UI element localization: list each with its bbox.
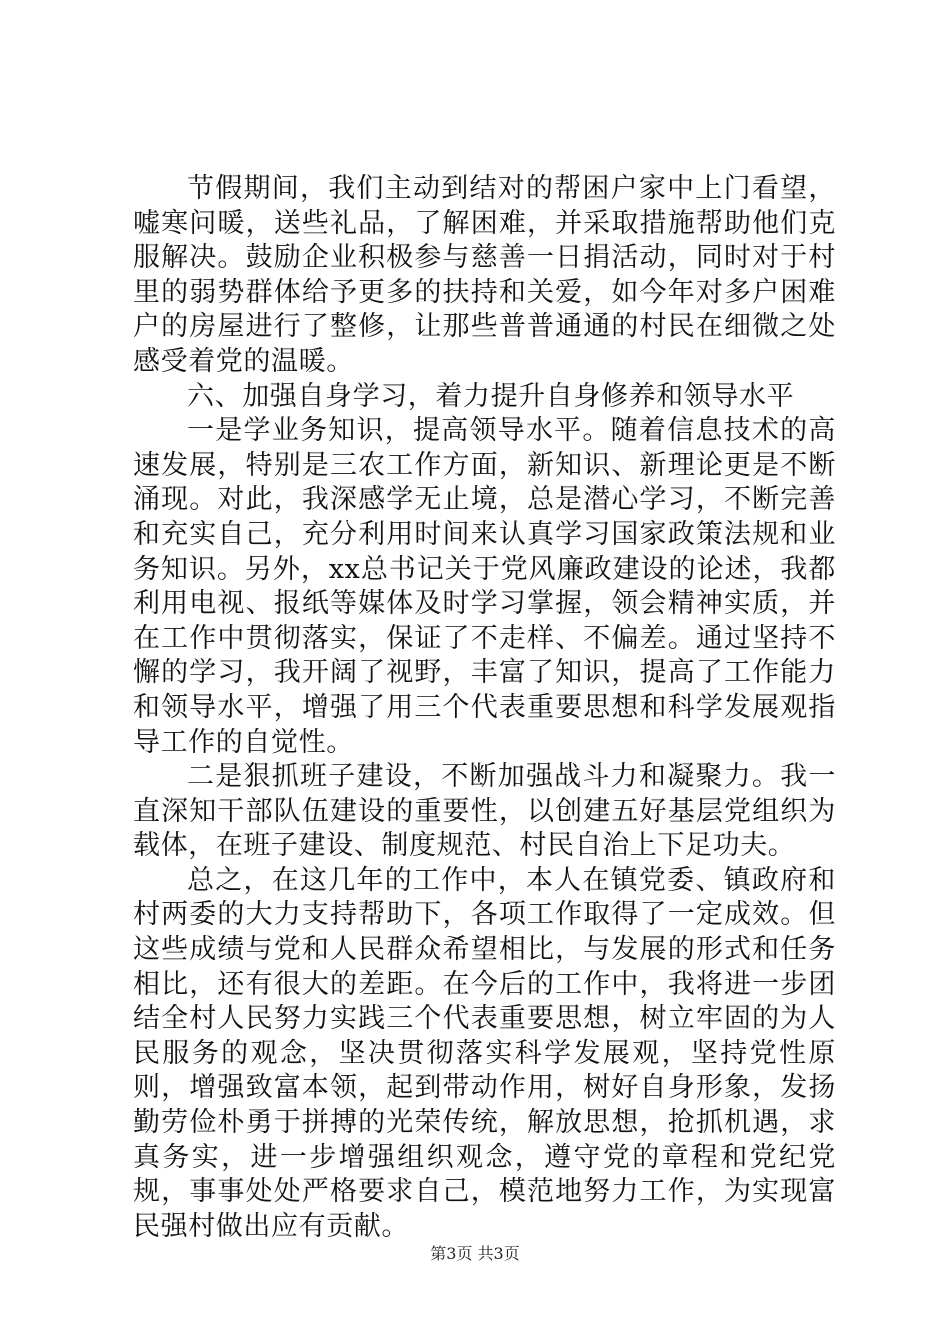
document-body [133,172,836,1244]
paragraph-team-building: 二是狠抓班子建设，不断加强战斗力和凝聚力。我一直深知干部队伍建设的重要性，以创建五好基层党组织为载体，在班子建设、制度规范、村民自治上下足功夫。 [133,761,836,862]
paragraph-conclusion: 总之，在这几年的工作中，本人在镇党委、镇政府和村两委的大力支持帮助下，各项工作取得了一定成效。但这些成绩与党和人民群众希望相比，与发展的形式和任务相比，还有很大的差距。在今后的工作中，我将进一步团结全村人民努力实践三个代表重要思想，树立牢固的为人民服务的观念，坚决贯彻落实科学发展观，坚持党性原则，增强致富本领，起到带动作用，树好自身形象，发扬勤劳俭朴勇于拼搏的光荣传统，解放思想，抢抓机遇，求真务实，进一步增强组织观念，遵守党的章程和党纪党规，事事处处严格要求自己，模范地努力工作，为实现富民强村做出应有贡献。 [133,864,836,1242]
section-heading-self-study: 六、加强自身学习，着力提升自身修养和领导水平 [187,380,795,412]
page-number-footer: 第3页 共3页 [430,1244,520,1263]
paragraph-poverty-relief: 节假期间，我们主动到结对的帮困户家中上门看望，嘘寒问暖，送些礼品，了解困难，并采取措施帮助他们克服解决。鼓励企业积极参与慈善一日捐活动，同时对于村里的弱势群体给予更多的扶持和关爱，如今年对多户困难户的房屋进行了整修，让那些普普通通的村民在细微之处感受着党的温暖。 [133,173,836,377]
paragraph-business-knowledge: 一是学业务知识，提高领导水平。随着信息技术的高速发展，特别是三农工作方面，新知识、新理论更是不断涌现。对此，我深感学无止境，总是潜心学习，不断完善和充实自己，充分利用时间来认真学习国家政策法规和业务知识。另外，xx总书记关于党风廉政建设的论述，我都利用电视、报纸等媒体及时学习掌握，领会精神实质，并在工作中贯彻落实，保证了不走样、不偏差。通过坚持不懈的学习，我开阔了视野，丰富了知识，提高了工作能力和领导水平，增强了用三个代表重要思想和科学发展观指导工作的自觉性。 [133,415,836,758]
